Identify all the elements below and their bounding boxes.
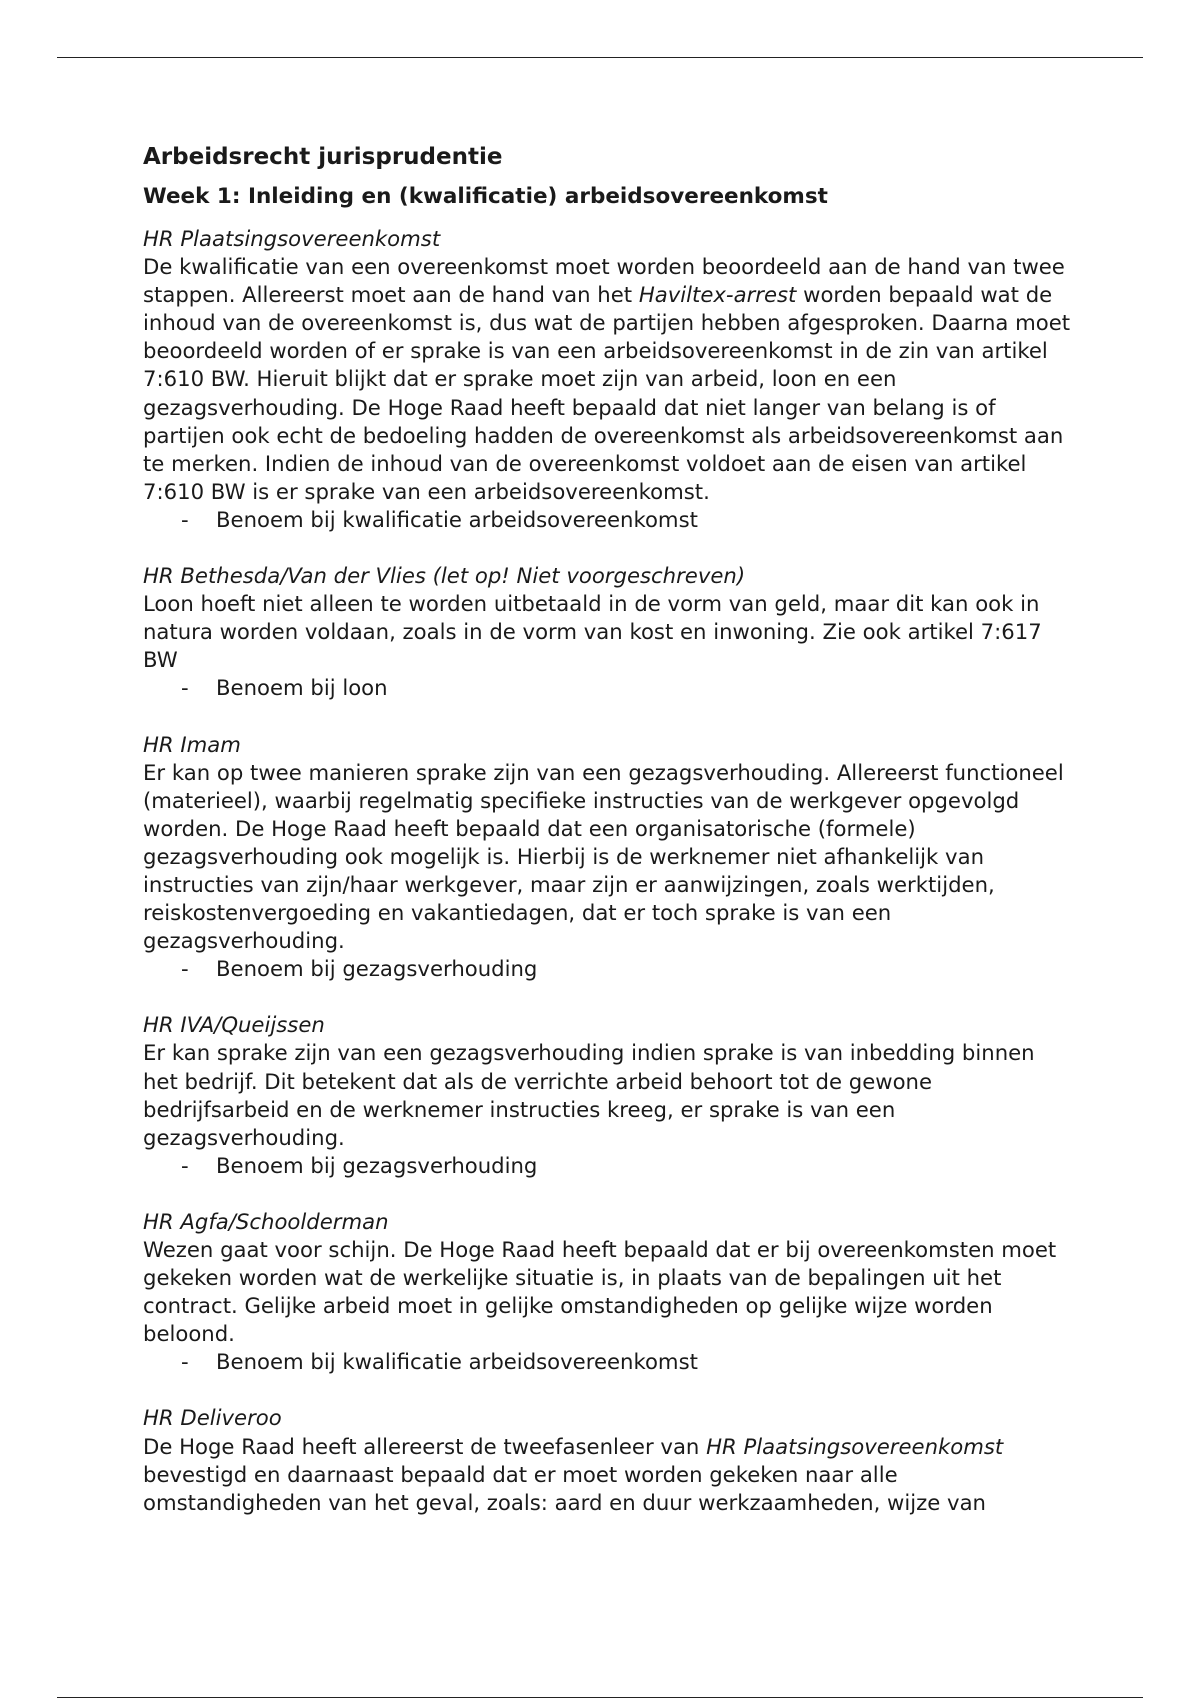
case-body-text: worden bepaald wat de inhoud van de overeenkomst is, dus wat de partijen hebben afgesproken. Daarna moet beoordeeld worden of er sprake is van een arbeidsovereenkomst in de zin van artikel 7:610 BW. Hieruit blijkt dat er sprake moet zijn van arbeid, loon en een gezagsverhouding. De Hoge Raad heeft bepaald dat niet langer van belang is of partijen ook echt de bedoeling hadden de overeenkomst als arbeidsovereenkomst aan te merken. Indien de inhoud van de overeenkomst voldoet aan de eisen van artikel 7:610 BW is er sprake van een arbeidsovereenkomst. [143,282,1071,504]
case-body-text: De kwalificatie van een overeenkomst moet worden beoordeeld aan de hand van twee stappen. Allereerst moet aan de hand van het [143,254,1065,308]
week-heading: Week 1: Inleiding en (kwalificatie) arbeidsovereenkomst [143,184,828,209]
bullet-text: Benoem bij kwalificatie arbeidsovereenkomst [216,1349,698,1375]
bullet-marker: - [181,1152,189,1178]
case-bullet [143,506,1073,534]
bullet-text: Benoem bij kwalificatie arbeidsovereenkomst [216,506,698,532]
case-title: HR IVA/Queijssen [143,1012,325,1038]
case-title: HR Bethesda/Van der Vlies (let op! Niet voorgeschreven) [143,563,746,589]
footer-rule [57,1697,1143,1698]
case-body: Er kan sprake zijn van een gezagsverhouding indien sprake is van inbedding binnen het bedrijf. Dit betekent dat als de verrichte arbeid behoort tot de gewone bedrijfsarbeid en de werknemer instructies kreeg, er sprake is van een gezagsverhouding. [143,1040,1035,1150]
bullet-text: Benoem bij loon [216,675,388,701]
document-page [143,140,1073,1545]
case-bullet [143,674,1073,702]
bullet-marker: - [181,506,189,532]
bullet-marker: - [181,1349,189,1375]
bullet-text: Benoem bij gezagsverhouding [216,956,538,982]
case-body-italic: Haviltex-arrest [638,282,797,308]
case-body [143,1433,1073,1517]
case-bethesda-van-der-vlies [143,562,1073,702]
case-title: HR Agfa/Schoolderman [143,1208,389,1234]
bullet-marker: - [181,675,189,701]
bullet-marker: - [181,956,189,982]
case-bullet [143,1348,1073,1376]
document-title: Arbeidsrecht jurisprudentie [143,144,503,170]
case-body-text: De Hoge Raad heeft allereerst de tweefasenleer van [143,1433,707,1459]
case-body-text: bevestigd en daarnaast bepaald dat er moet worden gekeken naar alle omstandigheden van het geval, zoals: aard en duur werkzaamheden, wijze van [143,1461,986,1515]
case-bullet [143,955,1073,983]
case-agfa-schoolderman [143,1208,1073,1377]
header-rule [57,57,1143,58]
bullet-text: Benoem bij gezagsverhouding [216,1152,538,1178]
case-iva-queijssen [143,1011,1073,1180]
case-body [143,253,1073,506]
case-bullet [143,1152,1073,1180]
case-body-italic: HR Plaatsingsovereenkomst [706,1433,1004,1459]
case-title: HR Deliveroo [143,1405,282,1431]
case-body: Wezen gaat voor schijn. De Hoge Raad heeft bepaald dat er bij overeenkomsten moet gekeken worden wat de werkelijke situatie is, in plaats van de bepalingen uit het contract. Gelijke arbeid moet in gelijke omstandigheden op gelijke wijze worden beloond. [143,1237,1057,1347]
case-imam [143,731,1073,984]
case-plaatsingsovereenkomst [143,225,1073,534]
case-title: HR Imam [143,731,241,757]
case-body: Loon hoeft niet alleen te worden uitbetaald in de vorm van geld, maar dit kan ook in natura worden voldaan, zoals in de vorm van kost en inwoning. Zie ook artikel 7:617 BW [143,591,1042,673]
case-body: Er kan op twee manieren sprake zijn van een gezagsverhouding. Allereerst functioneel (materieel), waarbij regelmatig specifieke instructies van de werkgever opgevolgd worden. De Hoge Raad heeft bepaald dat een organisatorische (formele) gezagsverhouding ook mogelijk is. Hierbij is de werknemer niet afhankelijk van instructies van zijn/haar werkgever, maar zijn er aanwijzingen, zoals werktijden, reiskostenvergoeding en vakantiedagen, dat er toch sprake is van een gezagsverhouding. [143,759,1064,954]
case-deliveroo [143,1404,1073,1516]
case-title: HR Plaatsingsovereenkomst [143,226,441,251]
